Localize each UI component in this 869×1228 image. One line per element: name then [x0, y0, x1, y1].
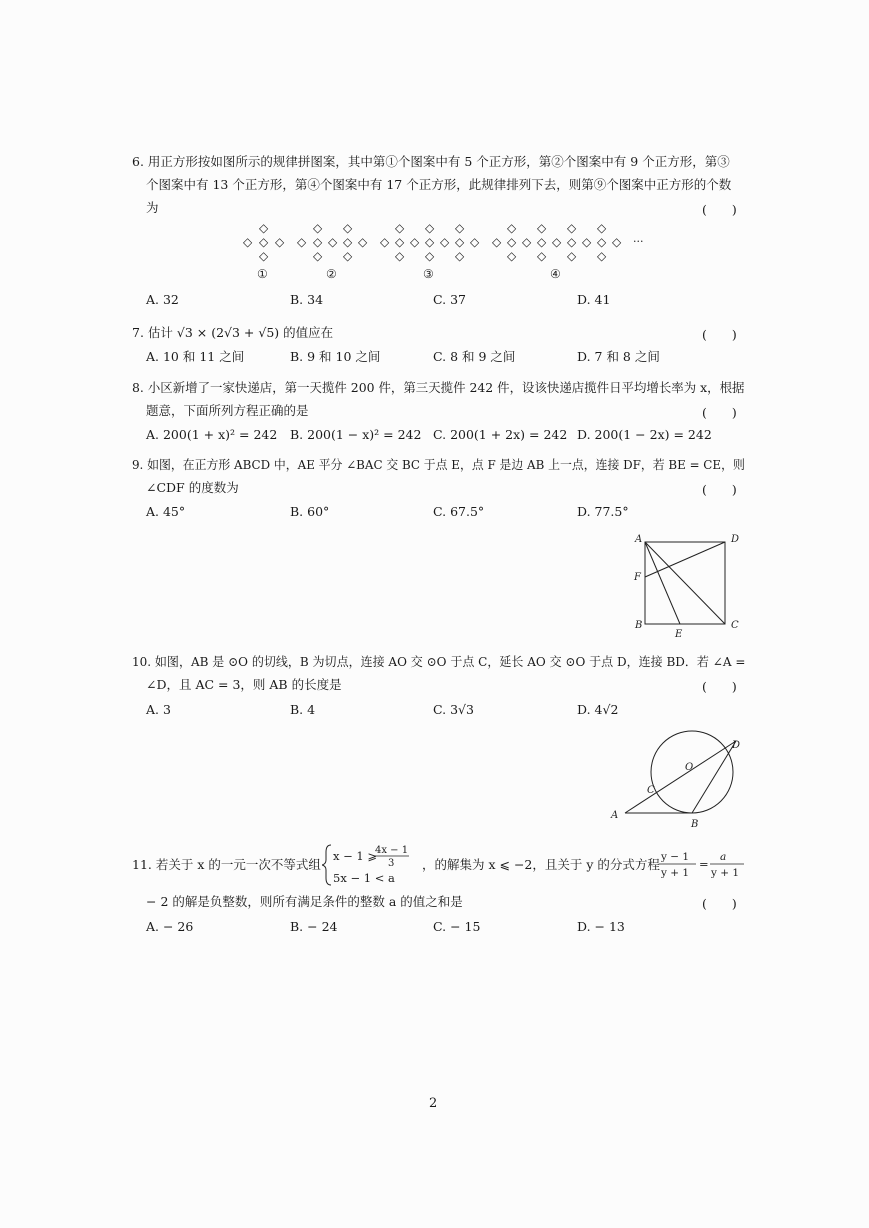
q10-option-c[interactable]: C. 3√3	[433, 702, 474, 717]
label-b: B	[691, 819, 699, 830]
svg-text:◇: ◇	[395, 235, 405, 249]
svg-text:◇: ◇	[567, 249, 577, 263]
q6-option-d[interactable]: D. 41	[577, 292, 611, 307]
fraction-2-numerator: a	[720, 851, 727, 863]
label-f: F	[634, 572, 641, 583]
label-d: D	[731, 534, 740, 545]
pattern-label-2: ②	[326, 267, 337, 281]
q6-answer-paren: ( )	[702, 202, 737, 217]
q11-prefix: 11. 若关于 x 的一元一次不等式组	[132, 857, 321, 872]
svg-text:◇: ◇	[395, 221, 405, 235]
svg-text:◇: ◇	[537, 221, 547, 235]
svg-text:◇: ◇	[313, 221, 323, 235]
q6-option-b[interactable]: B. 34	[290, 292, 324, 307]
svg-text:◇: ◇	[567, 235, 577, 249]
q9-option-a[interactable]: A. 45°	[146, 504, 186, 519]
svg-text:◇: ◇	[358, 235, 368, 249]
square-icon: ◇	[243, 235, 253, 249]
pattern-ellipsis: ···	[633, 235, 644, 248]
square-icon: ◇	[259, 221, 269, 235]
q9-square-figure	[625, 530, 745, 642]
q9-option-c[interactable]: C. 67.5°	[433, 504, 485, 519]
label-a: A	[611, 810, 619, 821]
q8-option-a[interactable]: A. 200(1 + x)² = 242	[146, 427, 278, 442]
svg-text:◇: ◇	[343, 221, 353, 235]
q11-inequality-system	[322, 842, 422, 888]
segment-bd	[692, 741, 736, 813]
q6-line-2: 个图案中有 13 个正方形，第④个图案中有 17 个正方形，此规律排列下去，则第⑨个图案中正方形的个数	[146, 177, 732, 192]
svg-text:◇: ◇	[313, 249, 323, 263]
brace-icon	[322, 845, 331, 885]
svg-text:◇: ◇	[567, 221, 577, 235]
q10-option-a[interactable]: A. 3	[146, 702, 171, 717]
q7-option-b[interactable]: B. 9 和 10 之间	[290, 349, 381, 364]
q11-middle: ，的解集为 x ⩽ −2，且关于 y 的分式方程	[422, 857, 660, 872]
label-a: A	[635, 534, 643, 545]
svg-text:◇: ◇	[597, 235, 607, 249]
pattern-2	[297, 221, 368, 263]
svg-text:◇: ◇	[425, 221, 435, 235]
svg-text:◇: ◇	[313, 235, 323, 249]
q11-line-2: − 2 的解是负整数，则所有满足条件的整数 a 的值之和是	[146, 894, 463, 909]
svg-text:◇: ◇	[537, 249, 547, 263]
label-o: O	[685, 762, 694, 773]
page-number: 2	[429, 1096, 438, 1111]
pattern-3	[380, 221, 480, 263]
svg-text:◇: ◇	[507, 235, 517, 249]
svg-text:◇: ◇	[425, 249, 435, 263]
square-icon: ◇	[259, 249, 269, 263]
fraction-1-numerator: y − 1	[661, 851, 690, 863]
q11-answer-paren: ( )	[702, 896, 737, 911]
q8-line-1: 8. 小区新增了一家快递店，第一天揽件 200 件，第三天揽件 242 件，设该快递店揽件日平均增长率为 x，根据	[132, 380, 745, 395]
svg-text:◇: ◇	[537, 235, 547, 249]
inequality-2: 5x − 1 < a	[333, 871, 395, 885]
svg-text:◇: ◇	[395, 249, 405, 263]
q10-line-1: 10. 如图，AB 是 ⊙O 的切线，B 为切点，连接 AO 交 ⊙O 于点 C，延长 AO 交 ⊙O 于点 D，连接 BD．若 ∠A =	[132, 654, 746, 669]
q11-option-c[interactable]: C. − 15	[433, 919, 481, 934]
svg-text:◇: ◇	[343, 249, 353, 263]
svg-text:◇: ◇	[380, 235, 390, 249]
inequality-1-denominator: 3	[388, 858, 395, 869]
q9-line-2: ∠CDF 的度数为	[146, 480, 239, 495]
svg-text:◇: ◇	[297, 235, 307, 249]
pattern-label-3: ③	[423, 267, 434, 281]
q10-answer-paren: ( )	[702, 679, 737, 694]
label-e: E	[675, 629, 683, 640]
svg-text:◇: ◇	[552, 235, 562, 249]
svg-text:◇: ◇	[582, 235, 592, 249]
svg-text:◇: ◇	[597, 249, 607, 263]
q7-option-a[interactable]: A. 10 和 11 之间	[146, 349, 245, 364]
svg-text:◇: ◇	[522, 235, 532, 249]
q11-option-b[interactable]: B. − 24	[290, 919, 338, 934]
q6-option-a[interactable]: A. 32	[146, 292, 179, 307]
q8-answer-paren: ( )	[702, 405, 737, 420]
q10-option-b[interactable]: B. 4	[290, 702, 316, 717]
q11-option-a[interactable]: A. − 26	[146, 919, 194, 934]
svg-text:◇: ◇	[440, 235, 450, 249]
pattern-label-4: ④	[550, 267, 561, 281]
q6-line-1: 6. 用正方形按如图所示的规律拼图案，其中第①个图案中有 5 个正方形，第②个图案中有 9 个正方形，第③	[132, 154, 730, 169]
q10-option-d[interactable]: D. 4√2	[577, 702, 619, 717]
q7-option-d[interactable]: D. 7 和 8 之间	[577, 349, 660, 364]
svg-text:◇: ◇	[470, 235, 480, 249]
q11-option-d[interactable]: D. − 13	[577, 919, 625, 934]
pattern-4	[492, 221, 622, 263]
q7-line-1: 7. 估计 √3 × (2√3 + √5) 的值应在	[132, 325, 334, 340]
inequality-1-numerator: 4x − 1	[375, 845, 409, 856]
q8-option-d[interactable]: D. 200(1 − 2x) = 242	[577, 427, 712, 442]
fraction-1-denominator: y + 1	[661, 867, 690, 879]
q6-pattern-figure	[235, 218, 655, 284]
svg-text:◇: ◇	[507, 249, 517, 263]
label-c: C	[647, 785, 655, 796]
q6-line-3: 为	[146, 200, 159, 215]
square-icon: ◇	[259, 235, 269, 249]
equals-sign: =	[699, 857, 709, 871]
label-d: D	[732, 740, 741, 751]
q11-fraction-equation	[658, 848, 748, 882]
svg-text:◇: ◇	[455, 221, 465, 235]
q9-option-d[interactable]: D. 77.5°	[577, 504, 629, 519]
label-c: C	[731, 620, 739, 631]
svg-text:◇: ◇	[492, 235, 502, 249]
svg-text:◇: ◇	[455, 235, 465, 249]
segment-ae	[645, 542, 680, 624]
pattern-label-1: ①	[257, 267, 268, 281]
fraction-2-denominator: y + 1	[711, 867, 740, 879]
q9-line-1: 9. 如图，在正方形 ABCD 中，AE 平分 ∠BAC 交 BC 于点 E，点 F 是边 AB 上一点，连接 DF，若 BE = CE，则	[132, 457, 745, 472]
svg-text:◇: ◇	[455, 249, 465, 263]
svg-text:◇: ◇	[507, 221, 517, 235]
svg-text:◇: ◇	[425, 235, 435, 249]
q8-option-c[interactable]: C. 200(1 + 2x) = 242	[433, 427, 568, 442]
svg-text:◇: ◇	[597, 221, 607, 235]
diagonal-ac	[645, 542, 725, 624]
svg-text:◇: ◇	[343, 235, 353, 249]
q8-option-b[interactable]: B. 200(1 − x)² = 242	[290, 427, 422, 442]
svg-text:◇: ◇	[328, 235, 338, 249]
q7-option-c[interactable]: C. 8 和 9 之间	[433, 349, 516, 364]
label-b: B	[635, 620, 643, 631]
q9-answer-paren: ( )	[702, 482, 737, 497]
q7-answer-paren: ( )	[702, 327, 737, 342]
square-icon: ◇	[275, 235, 285, 249]
q10-circle-figure	[605, 728, 750, 832]
pattern-1	[243, 221, 285, 263]
svg-text:◇: ◇	[612, 235, 622, 249]
segment-df	[645, 542, 725, 577]
q9-option-b[interactable]: B. 60°	[290, 504, 330, 519]
svg-text:◇: ◇	[410, 235, 420, 249]
q8-line-2: 题意，下面所列方程正确的是	[146, 403, 309, 418]
q6-option-c[interactable]: C. 37	[433, 292, 466, 307]
q10-line-2: ∠D，且 AC = 3，则 AB 的长度是	[146, 677, 342, 692]
inequality-1-left: x − 1 ⩾	[333, 849, 378, 863]
